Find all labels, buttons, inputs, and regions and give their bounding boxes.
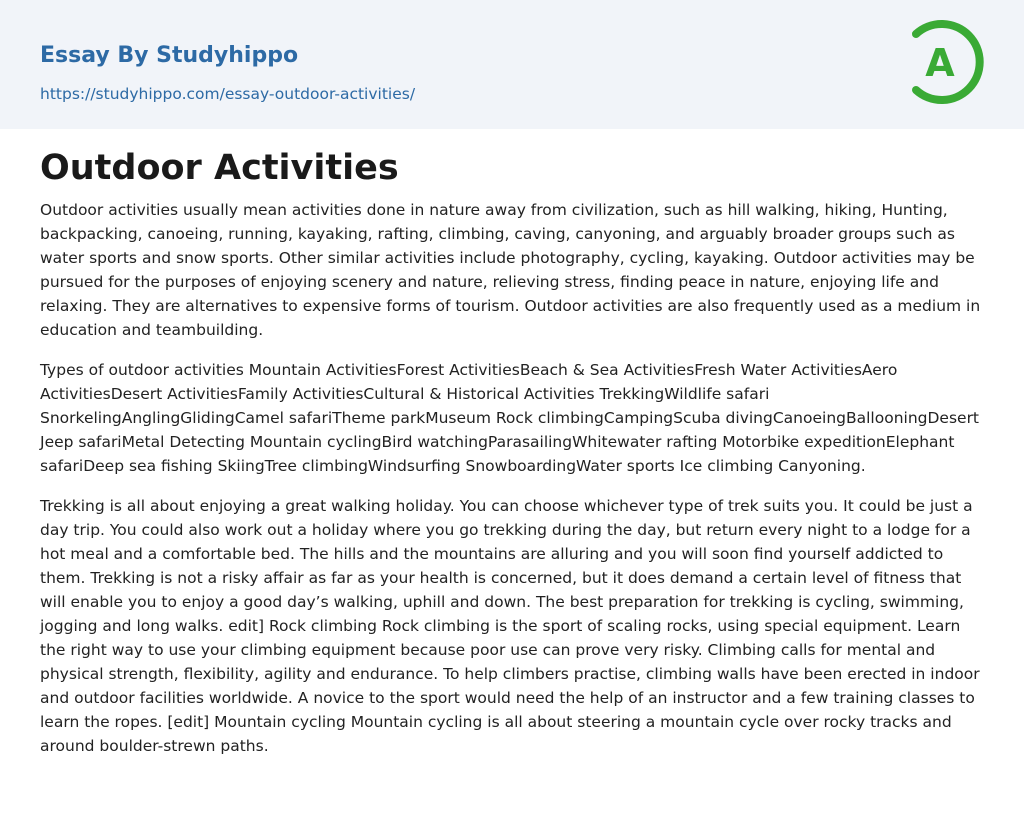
page-header — [0, 0, 1024, 129]
article-paragraph: Outdoor activities usually mean activities done in nature away from civilization, such as hill walking, hiking, Hunting, backpacking, canoeing, running, kayaking, rafting, climbing, caving, canyoning, and arguably broader groups such as water sports and snow sports. Other similar activities include photography, cycling, kayaking. Outdoor activities may be pursued for the purposes of enjoying scenery and nature, relieving stress, finding peace in nature, enjoying life and relaxing. They are alternatives to expensive forms of tourism. Outdoor activities are also frequently used as a medium in education and teambuilding. — [40, 201, 981, 339]
logo-letter: A — [925, 41, 955, 85]
article — [40, 144, 984, 774]
article-paragraph: Trekking is all about enjoying a great walking holiday. You can choose whichever type of trek suits you. It could be just a day trip. You could also work out a holiday where you go trekking during the day, but return every night to a lodge for a hot meal and a comfortable bed. The hills and the mountains are alluring and you will soon find yourself addicted to them. Trekking is not a risky affair as far as your health is concerned, but it does demand a certain level of fitness that will enable you to enjoy a good day’s walking, uphill and down. The best preparation for trekking is cycling, swimming, jogging and long walks. edit] Rock climbing Rock climbing is the sport of scaling rocks, using special equipment. Learn the right way to use your climbing equipment because poor use can prove very risky. Climbing calls for mental and physical strength, flexibility, agility and endurance. To help climbers practise, climbing walls have been erected in indoor and outdoor facilities worldwide. A novice to the sport would need the help of an instructor and a few training classes to learn the ropes. [edit] Mountain cycling Mountain cycling is all about steering a mountain cycle over rocky tracks and around boulder-strewn paths. — [40, 497, 980, 755]
source-url-link[interactable]: https://studyhippo.com/essay-outdoor-activities/ — [40, 85, 416, 103]
brand-title[interactable]: Essay By Studyhippo — [40, 43, 299, 68]
studyhippo-logo-icon[interactable] — [904, 18, 988, 106]
article-paragraph: Types of outdoor activities Mountain ActivitiesForest ActivitiesBeach & Sea ActivitiesFresh Water ActivitiesAero ActivitiesDesert ActivitiesFamily ActivitiesCultural & Historical Activities TrekkingWildlife safari SnorkelingAnglingGlidingCamel safariTheme parkMuseum Rock climbingCampingScuba divingCanoeingBallooningDesert Jeep safariMetal Detecting Mountain cyclingBird watchingParasailingWhitewater rafting Motorbike expeditionElephant safariDeep sea fishing SkiingTree climbingWindsurfing SnowboardingWater sports Ice climbing Canyoning. — [40, 361, 980, 475]
article-title: Outdoor Activities — [40, 148, 399, 188]
